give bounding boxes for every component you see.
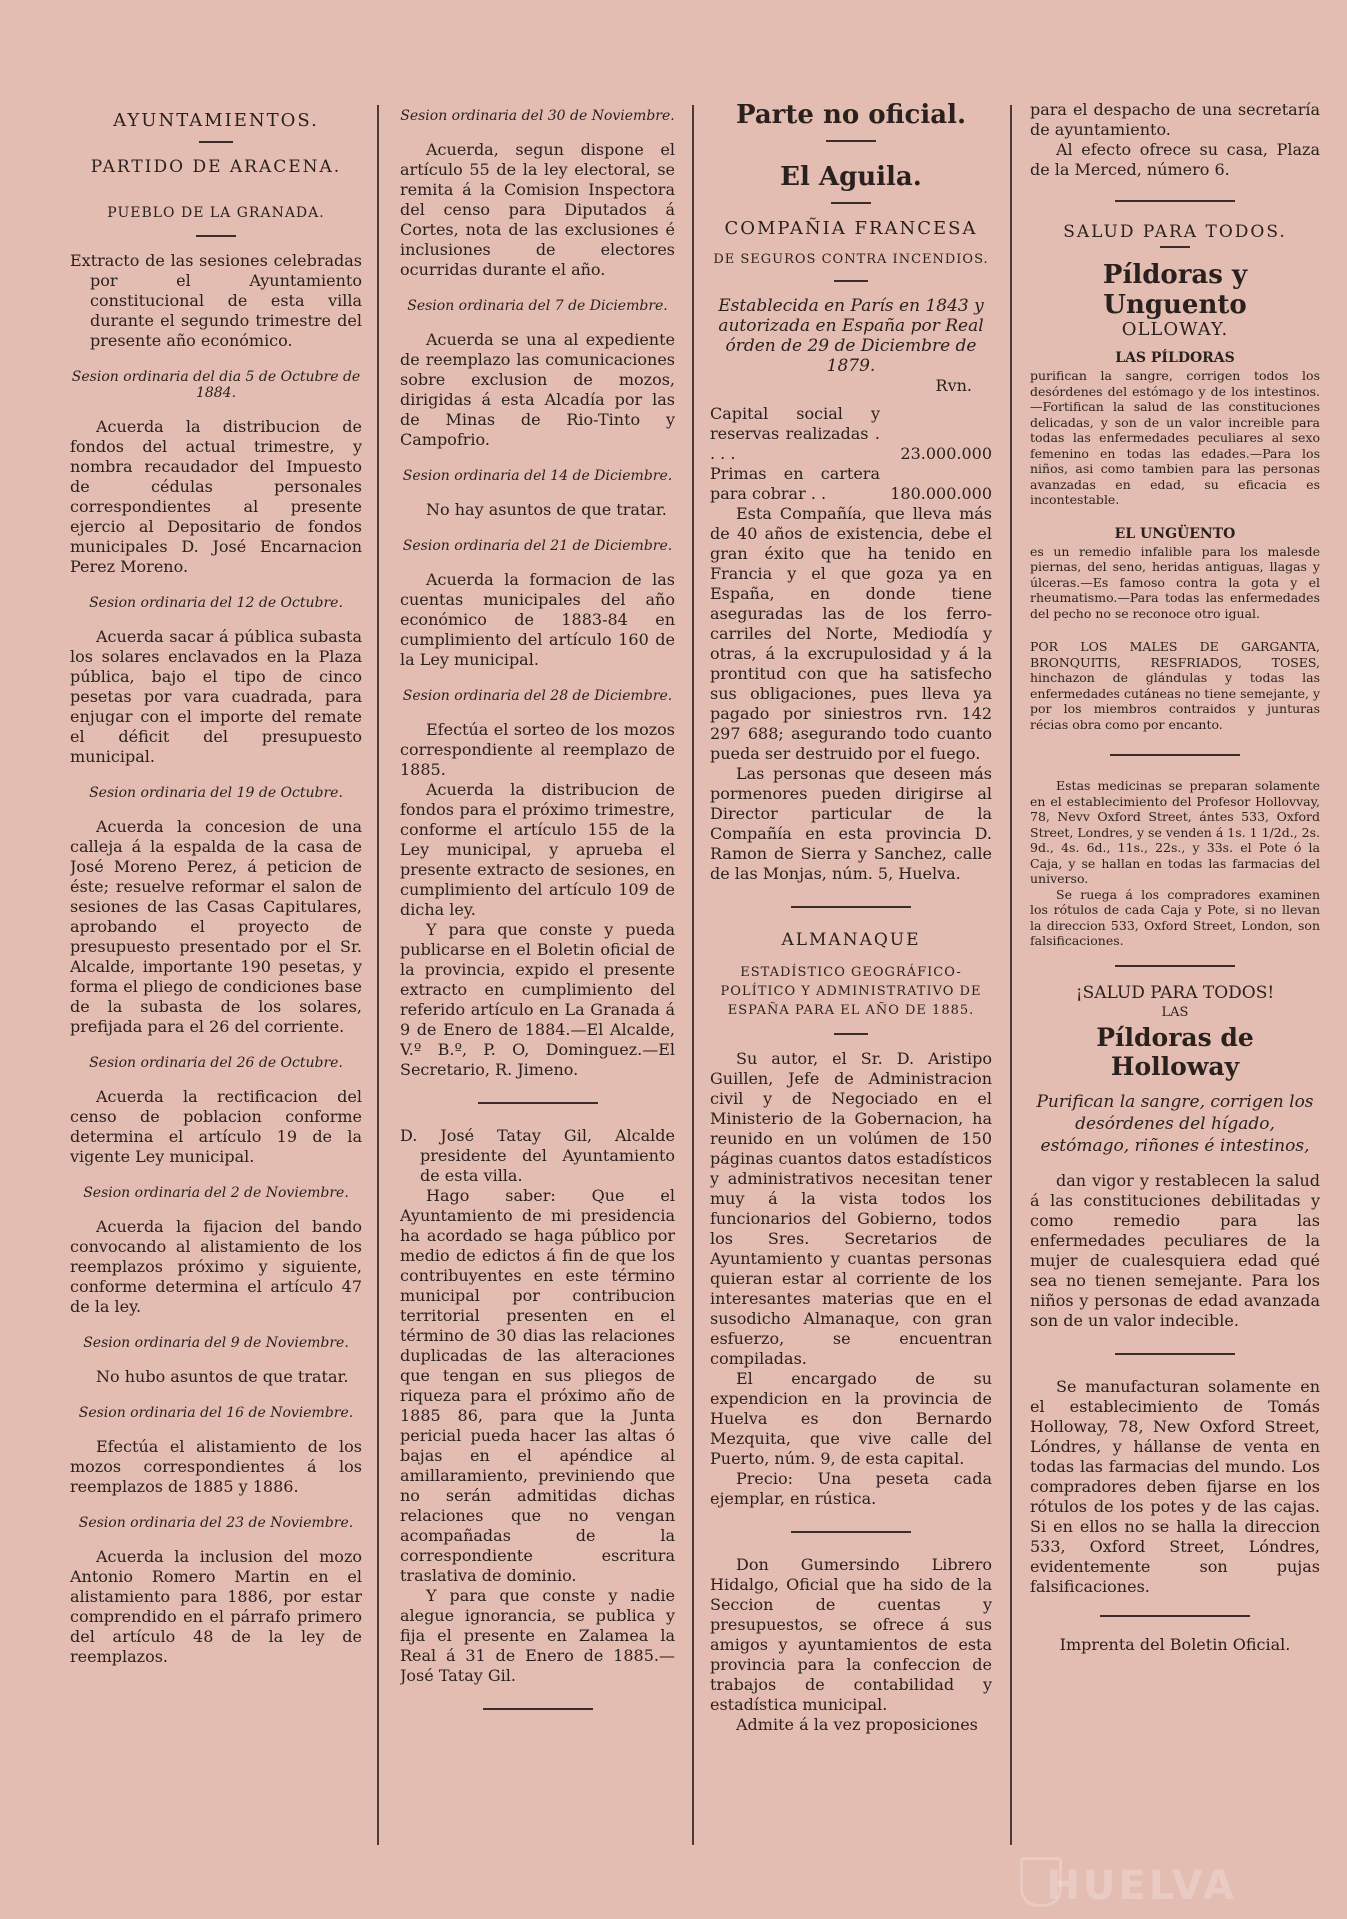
pueblo-heading: PUEBLO DE LA GRANADA.	[107, 205, 325, 221]
ruega-text: Se ruega á los compradores examinen los rótulos de cada Caja y Pote, si no llevan la direccion 533, Oxford Street, London, son falsificaciones.	[1030, 886, 1320, 948]
divider	[478, 1102, 598, 1104]
session-heading: Sesion ordinaria del 7 de Diciembre.	[407, 298, 668, 314]
pildoras-subheading: LAS PÍLDORAS	[1115, 350, 1235, 366]
session-text: Acuerda sacar á pública subasta los solares enclavados en la Plaza pública, bajo el tipo de cinco pesetas por vara cuadrada, para enjugar con el importe del remate el déficit del presupuesto municipal.	[70, 627, 362, 766]
session-text: Efectúa el sorteo de los mozos correspondiente al reemplazo de 1885.	[400, 720, 675, 779]
session-text: Acuerda, segun dispone el artículo 55 de la ley electoral, se remita á la Comision Inspectora del censo para Diputados á Cortes, nota de las exclusiones é inclusiones de electores ocurridas durante el año.	[400, 140, 675, 279]
divider	[1160, 246, 1190, 248]
capital-label: Capital social y reservas realizadas . . . .	[710, 404, 880, 463]
currency-label: Rvn.	[935, 376, 972, 395]
capital-row	[710, 404, 992, 464]
unguento-text: es un remedio infalible para los malesde piernas, del seno, heridas antiguas, llagas y úlceras.—Es famoso contra la gota y el rheumatismo.—Para todas las enfermedades del pecho no se reconoce otro igual.	[1030, 543, 1320, 621]
session-text: Efectúa el alistamiento de los mozos correspondientes á los reemplazos de 1885 y 1886.	[70, 1437, 362, 1496]
almanaque-text: Su autor, el Sr. D. Aristipo Guillen, Jefe de Administracion civil y de Negociado en el Ministerio de la Gobernacion, ha reunido en un volúmen de 150 páginas cuantos datos estadísticos y administrativos necesitan tener muy á la vista todos los funcionarios del Gobierno, todos los Sres. Secretarios de Ayuntamiento y cuantas personas quieran estar al corriente de los interesantes materias que en el susodicho Almanaque, con gran esfuerzo, se encuentran compiladas.	[710, 1049, 992, 1368]
almanaque-subheading: ESTADÍSTICO GEOGRÁFICO-POLÍTICO Y ADMINISTRATIVO DE ESPAÑA PARA EL AÑO DE 1885.	[720, 965, 982, 1018]
established-note: Establecida en París en 1843 y autorizada en España por Real órden de 29 de Diciembre de 1879.	[718, 296, 984, 376]
almanaque-text: El encargado de su expendicion en la provincia de Huelva es don Bernardo Mezquita, que vive calle del Puerto, núm. 9, de esta capital.	[710, 1369, 992, 1468]
divider	[834, 280, 868, 282]
medicinas-text: Estas medicinas se preparan solamente en el establecimiento del Profesor Hollovvay, 78, Nevv Oxford Street, ántes 533, Oxford Street, Londres, y se venden á 1s. 1 1/2d., 2s. 9d., 4s. 6d., 11s., 22s., y 33s. el Pote ó la Caja, y se hallan en todas las farmacias del universo.	[1030, 778, 1320, 886]
salud-heading: SALUD PARA TODOS.	[1063, 222, 1287, 242]
column-2	[400, 100, 675, 1732]
session-heading: Sesion ordinaria del dia 5 de Octubre de 1884.	[71, 369, 361, 401]
edict-text: Hago saber: Que el Ayuntamiento de mi presidencia ha acordado se haga público por medio de edictos á fin de que los contribuyentes en este término municipal por contribucion territorial presenten en el término de 30 dias las relaciones duplicadas de las alteraciones que tengan en sus pliegos de riqueza para el próximo año de 1885 86, para que la Junta pericial pueda hacer las altas ó bajas en el apéndice al amillaramiento, previniendo que no serán admitidas dichas relaciones que no vengan acompañadas de la correspondiente escritura traslativa de dominio.	[400, 1186, 675, 1585]
pildoras-holloway-title: Píldoras de Holloway	[1096, 1022, 1254, 1081]
las-label: LAS	[1161, 1004, 1189, 1020]
aguila-title: El Aguila.	[780, 162, 922, 192]
divider	[1115, 965, 1235, 967]
session-text: No hubo asuntos de que tratar.	[96, 1367, 349, 1386]
divider	[791, 1531, 911, 1533]
session-text: No hay asuntos de que tratar.	[426, 500, 667, 519]
session-heading: Sesion ordinaria del 26 de Octubre.	[89, 1055, 343, 1071]
notice-text: Al efecto ofrece su casa, Plaza de la Merced, número 6.	[1030, 140, 1320, 179]
session-heading: Sesion ordinaria del 30 de Noviembre.	[400, 108, 675, 124]
almanaque-heading: ALMANAQUE	[781, 930, 921, 950]
divider	[834, 1033, 868, 1035]
session-heading: Sesion ordinaria del 21 de Diciembre.	[402, 538, 673, 554]
company-heading: COMPAÑIA FRANCESA	[724, 218, 978, 239]
watermark-stamp: HUELVA	[1046, 1863, 1237, 1909]
company-text: Esta Compañía, que lleva más de 40 años de existencia, debe el gran éxito que ha tenido en Francia y el que goza ya en España, en donde tiene aseguradas las de los ferro-carriles del Norte, Mediodía y otras, á la excrupulosidad y á la prontitud con que ha satisfecho sus obligaciones, pues lleva ya pagado por siniestros rvn. 142 297 688; asegurando todo cuanto pueda ser destruido por el fuego.	[710, 504, 992, 763]
section-header: AYUNTAMIENTOS.	[113, 110, 319, 131]
column-4	[1030, 100, 1320, 1655]
partido-heading: PARTIDO DE ARACENA.	[90, 157, 342, 177]
imprenta-text: Imprenta del Boletin Oficial.	[1059, 1634, 1291, 1654]
session-heading: Sesion ordinaria del 28 de Diciembre.	[402, 688, 673, 704]
divider	[1115, 200, 1235, 202]
column-3	[710, 100, 992, 1735]
session-heading: Sesion ordinaria del 19 de Octubre.	[89, 785, 343, 801]
parte-title: Parte no oficial.	[735, 100, 967, 130]
session-heading: Sesion ordinaria del 23 de Noviembre.	[78, 1515, 354, 1531]
session-text: Acuerda la distribucion de fondos para el próximo trimestre, conforme el artículo 155 de la Ley municipal, y aprueba el presente extracto de sesiones, en cumplimiento del artículo 109 de dicha ley.	[400, 780, 675, 919]
manufactura-text: Se manufacturan solamente en el establecimiento de Tomás Holloway, 78, New Oxford Street, Lóndres, y hállanse de venta en todas las farmacias del mundo. Los compradores deben fijarse en los rótulos de los potes y de las cajas. Si en ellos no se halla la direccion 533, Oxford Street, Lóndres, evidentemente son pujas falsificaciones.	[1030, 1376, 1320, 1596]
notice-text: para el despacho de una secretaría de ayuntamiento.	[1030, 100, 1320, 139]
males-text: POR LOS MALES DE GARGANTA, BRONQUITIS, RESFRIADOS, TOSES, hinchazon de glándulas y todas las enfermedades cutáneas no tiene semejante, y por los miembros contraidos y junturas récias obra como por encanto.	[1030, 639, 1320, 732]
divider	[199, 141, 233, 143]
salud-heading-2: ¡SALUD PARA TODOS!	[1075, 982, 1275, 1003]
company-subheading: DE SEGUROS CONTRA INCENDIOS.	[713, 252, 989, 267]
session-text: Acuerda se una al expediente de reemplazo las comunicaciones sobre exclusion de mozos, dirigidas á esta Alcadía por las de Minas de Rio-Tinto y Campofrio.	[400, 330, 675, 449]
session-text: Acuerda la formacion de las cuentas municipales del año económico de 1883-84 en cumplimiento del artículo 160 de la Ley municipal.	[400, 570, 675, 669]
pildoras-title: Píldoras y Unguento	[1102, 260, 1248, 320]
divider	[826, 140, 876, 142]
divider	[1110, 754, 1240, 756]
session-heading: Sesion ordinaria del 2 de Noviembre.	[83, 1185, 349, 1201]
primas-value: 180.000.000	[890, 484, 992, 503]
session-text: Acuerda la concesion de una calleja á la espalda de la casa de José Moreno Perez, á peticion de éste; resuelve reformar el salon de sesiones de las Casas Capitulares, aprobando el proyecto de presupuesto presentado por el Sr. Alcalde, importante 190 pesetas, y forma el pliego de condiciones base de la subasta de los solares, prefijada para el 26 del corriente.	[70, 817, 362, 1036]
session-text: Acuerda la inclusion del mozo Antonio Romero Martin en el alistamiento para 1886, por estar comprendido en el párrafo primero del artículo 48 de la ley de reemplazos.	[70, 1547, 362, 1666]
column-rule	[1010, 105, 1012, 1845]
divider	[831, 202, 871, 204]
unguento-subheading: EL UNGÜENTO	[1114, 525, 1236, 542]
primas-row	[710, 464, 992, 504]
primas-label: Primas en cartera para cobrar . .	[710, 464, 880, 503]
company-text: Las personas que deseen más pormenores pueden dirigirse al Director particular de la Compañía en esta provincia D. Ramon de Sierra y Sanchez, calle de las Monjas, núm. 5, Huelva.	[710, 764, 992, 883]
session-text: Acuerda la distribucion de fondos del actual trimestre, y nombra recaudador del Impuesto de cédulas personales correspondientes al presente ejercio al Depositario de fondos municipales D. José Encarnacion Perez Moreno.	[70, 417, 362, 576]
session-heading: Sesion ordinaria del 16 de Noviembre.	[78, 1405, 354, 1421]
divider	[483, 1708, 593, 1710]
pildoras-text: purifican la sangre, corrigen todos los desórdenes del estómago y de los intestinos.—Fortifican la salud de las constituciones delicadas, y son de un valor increible para todas las enfermedades peculiares al sexo femenino en todas las edades.—Para los niños, asi como tambien para las personas avanzadas en edad, su eficacia es incontestable.	[1030, 368, 1320, 507]
session-text: Acuerda la fijacion del bando convocando al alistamiento de los reemplazos próximo y siguiente, conforme determina el artículo 47 de la ley.	[70, 1217, 362, 1316]
column-rule	[377, 105, 379, 1845]
vigor-text: dan vigor y restablecen la salud á las constituciones debilitadas y como remedio para las enfermedades peculiares de la mujer de cualesquiera edad qué sea no tienen semejante. Para los niños y personas de edad avanzada son de un valor indecible.	[1030, 1170, 1320, 1330]
holloway-title: OLLOWAY.	[1121, 319, 1229, 340]
column-rule	[692, 105, 694, 1845]
divider	[1115, 1353, 1235, 1355]
session-text: Acuerda la rectificacion del censo de poblacion conforme determina el artículo 19 de la vigente Ley municipal.	[70, 1087, 362, 1166]
session-heading: Sesion ordinaria del 12 de Octubre.	[89, 595, 343, 611]
capital-value: 23.000.000	[900, 444, 992, 463]
session-heading: Sesion ordinaria del 14 de Diciembre.	[402, 468, 673, 484]
column-1	[70, 100, 362, 1667]
intro-paragraph: Extracto de las sesiones celebradas por el Ayuntamiento constitucional de esta villa durante el segundo trimestre del presente año económico.	[70, 251, 362, 350]
notice-text: Don Gumersindo Librero Hidalgo, Oficial que ha sido de la Seccion de cuentas y presupuestos, se ofrece á sus amigos y ayuntamientos de esta provincia para la confeccion de trabajos de contabilidad y estadística municipal.	[710, 1555, 992, 1714]
almanaque-text: Precio: Una peseta cada ejemplar, en rústica.	[710, 1469, 992, 1508]
notice-text: Admite á la vez proposiciones	[736, 1715, 978, 1734]
divider	[1100, 1615, 1250, 1617]
edict-heading: D. José Tatay Gil, Alcalde presidente del Ayuntamiento de esta villa.	[400, 1126, 675, 1185]
purifican-text: Purifican la sangre, corrigen los desórdenes del hígado, estómago, riñones é intestinos,	[1036, 1091, 1314, 1156]
session-text: Y para que conste y pueda publicarse en el Boletin oficial de la provincia, expido el presente extracto en cumplimiento del referido artículo en La Granada á 9 de Enero de 1884.—El Alcalde, V.º B.º, P. O, Dominguez.—El Secretario, R. Jimeno.	[400, 920, 675, 1079]
divider	[791, 906, 911, 908]
session-heading: Sesion ordinaria del 9 de Noviembre.	[83, 1335, 349, 1351]
divider	[196, 235, 236, 237]
edict-text: Y para que conste y nadie alegue ignorancia, se publica y fija el presente en Zalamea la Real á 31 de Enero de 1885.—José Tatay Gil.	[400, 1586, 675, 1685]
